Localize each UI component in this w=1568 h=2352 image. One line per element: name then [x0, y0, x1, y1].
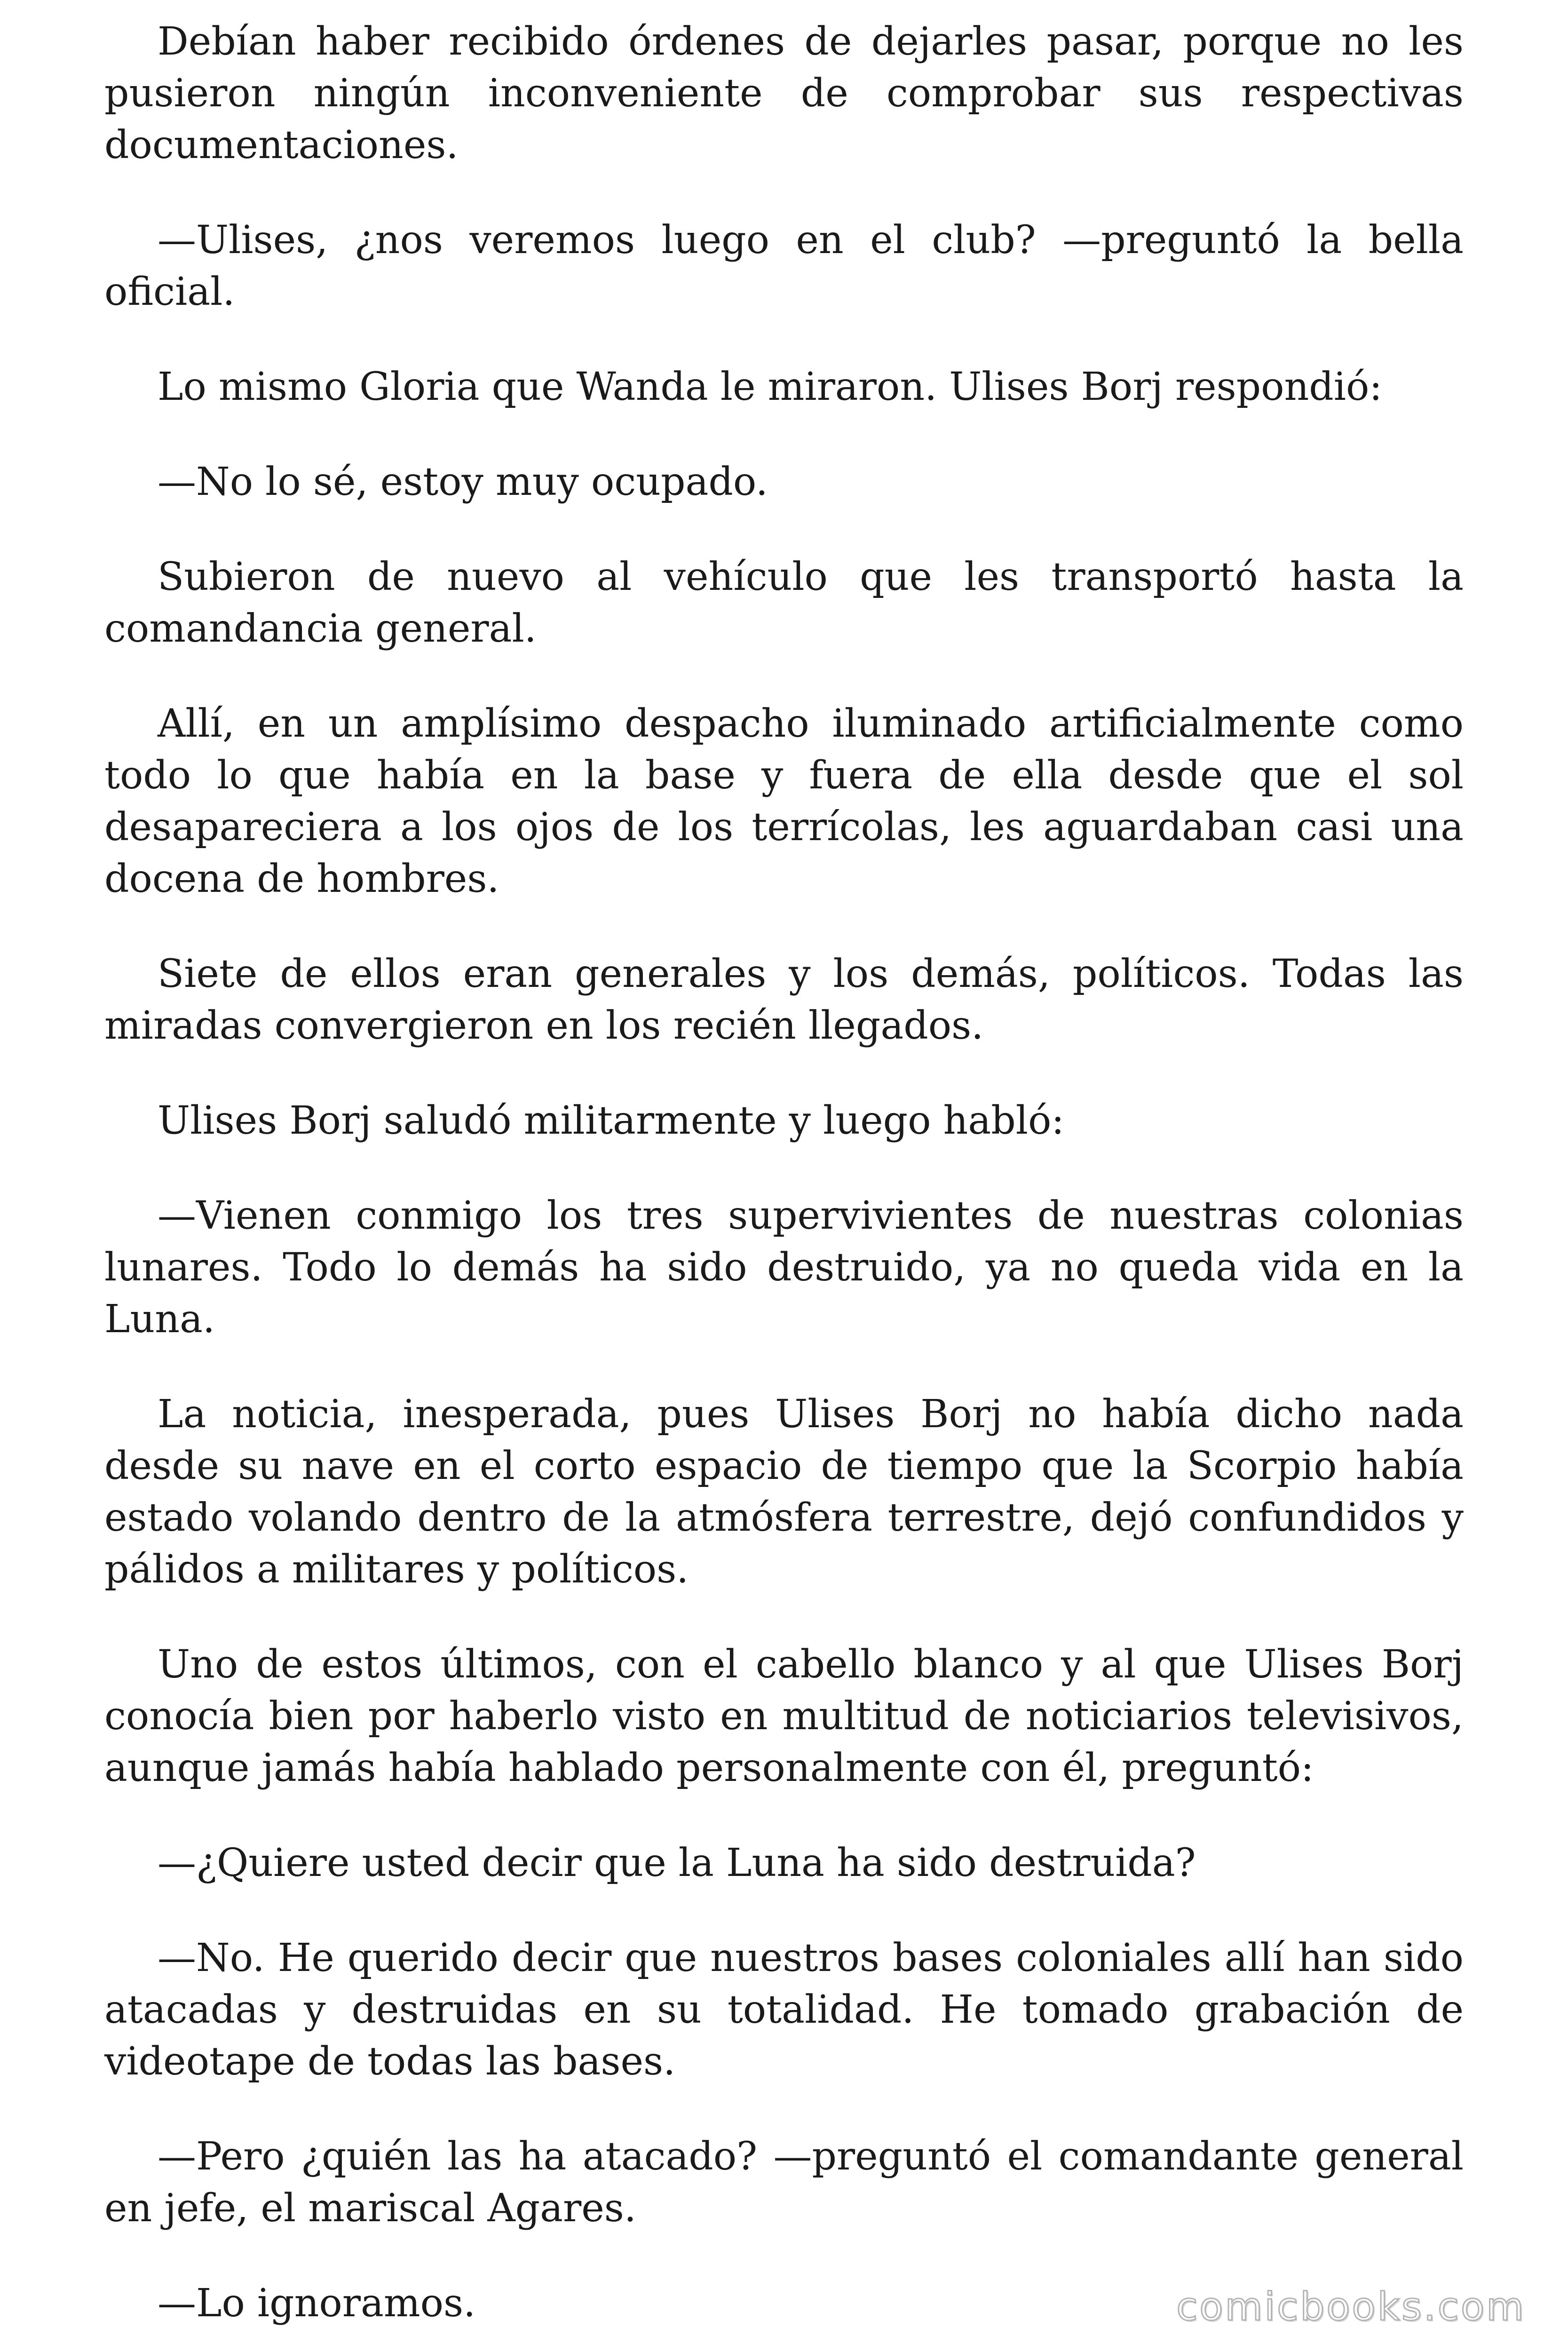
paragraph: —Ulises, ¿nos veremos luego en el club? —preguntó la bella oficial.	[104, 218, 1464, 314]
paragraph: —No. He querido decir que nuestros bases coloniales allí han sido atacadas y destruidas en su totalidad. He tomado grabación de videotape de todas las bases.	[104, 1936, 1464, 2084]
paragraph: La noticia, inesperada, pues Ulises Borj no había dicho nada desde su nave en el corto espacio de tiempo que la Scorpio había estado volando dentro de la atmósfera terrestre, dejó confundidos y pálidos a militares y políticos.	[104, 1392, 1464, 1592]
watermark: comicbooks.com	[1176, 2285, 1526, 2329]
paragraph: Subieron de nuevo al vehículo que les transportó hasta la comandancia general.	[104, 555, 1464, 651]
paragraph: —Lo ignoramos.	[158, 2281, 476, 2326]
paragraph: Uno de estos últimos, con el cabello blanco y al que Ulises Borj conocía bien por haberlo visto en multitud de noticiarios televisivos, aunque jamás había hablado personalmente con él, preguntó:	[104, 1642, 1464, 1790]
paragraph: —Pero ¿quién las ha atacado? —preguntó el comandante general en jefe, el mariscal Agares.	[104, 2134, 1464, 2231]
paragraph: Lo mismo Gloria que Wanda le miraron. Ulises Borj respondió:	[158, 365, 1383, 409]
paragraph: —No lo sé, estoy muy ocupado.	[158, 460, 768, 504]
paragraph: —Vienen conmigo los tres supervivientes de nuestras colonias lunares. Todo lo demás ha sido destruido, ya no queda vida en la Luna.	[104, 1193, 1464, 1342]
paragraph: Ulises Borj saludó militarmente y luego habló:	[158, 1098, 1064, 1143]
page-body	[104, 16, 1464, 2352]
paragraph: Siete de ellos eran generales y los demás, políticos. Todas las miradas convergieron en los recién llegados.	[104, 952, 1464, 1048]
paragraph: —¿Quiere usted decir que la Luna ha sido destruida?	[158, 1841, 1196, 1885]
paragraph: Debían haber recibido órdenes de dejarles pasar, porque no les pusieron ningún inconveniente de comprobar sus respectivas documentaciones.	[104, 19, 1464, 167]
paragraph: Allí, en un amplísimo despacho iluminado artificialmente como todo lo que había en la base y fuera de ella desde que el sol desapareciera a los ojos de los terrícolas, les aguardaban casi una docena de hombres.	[104, 701, 1464, 901]
